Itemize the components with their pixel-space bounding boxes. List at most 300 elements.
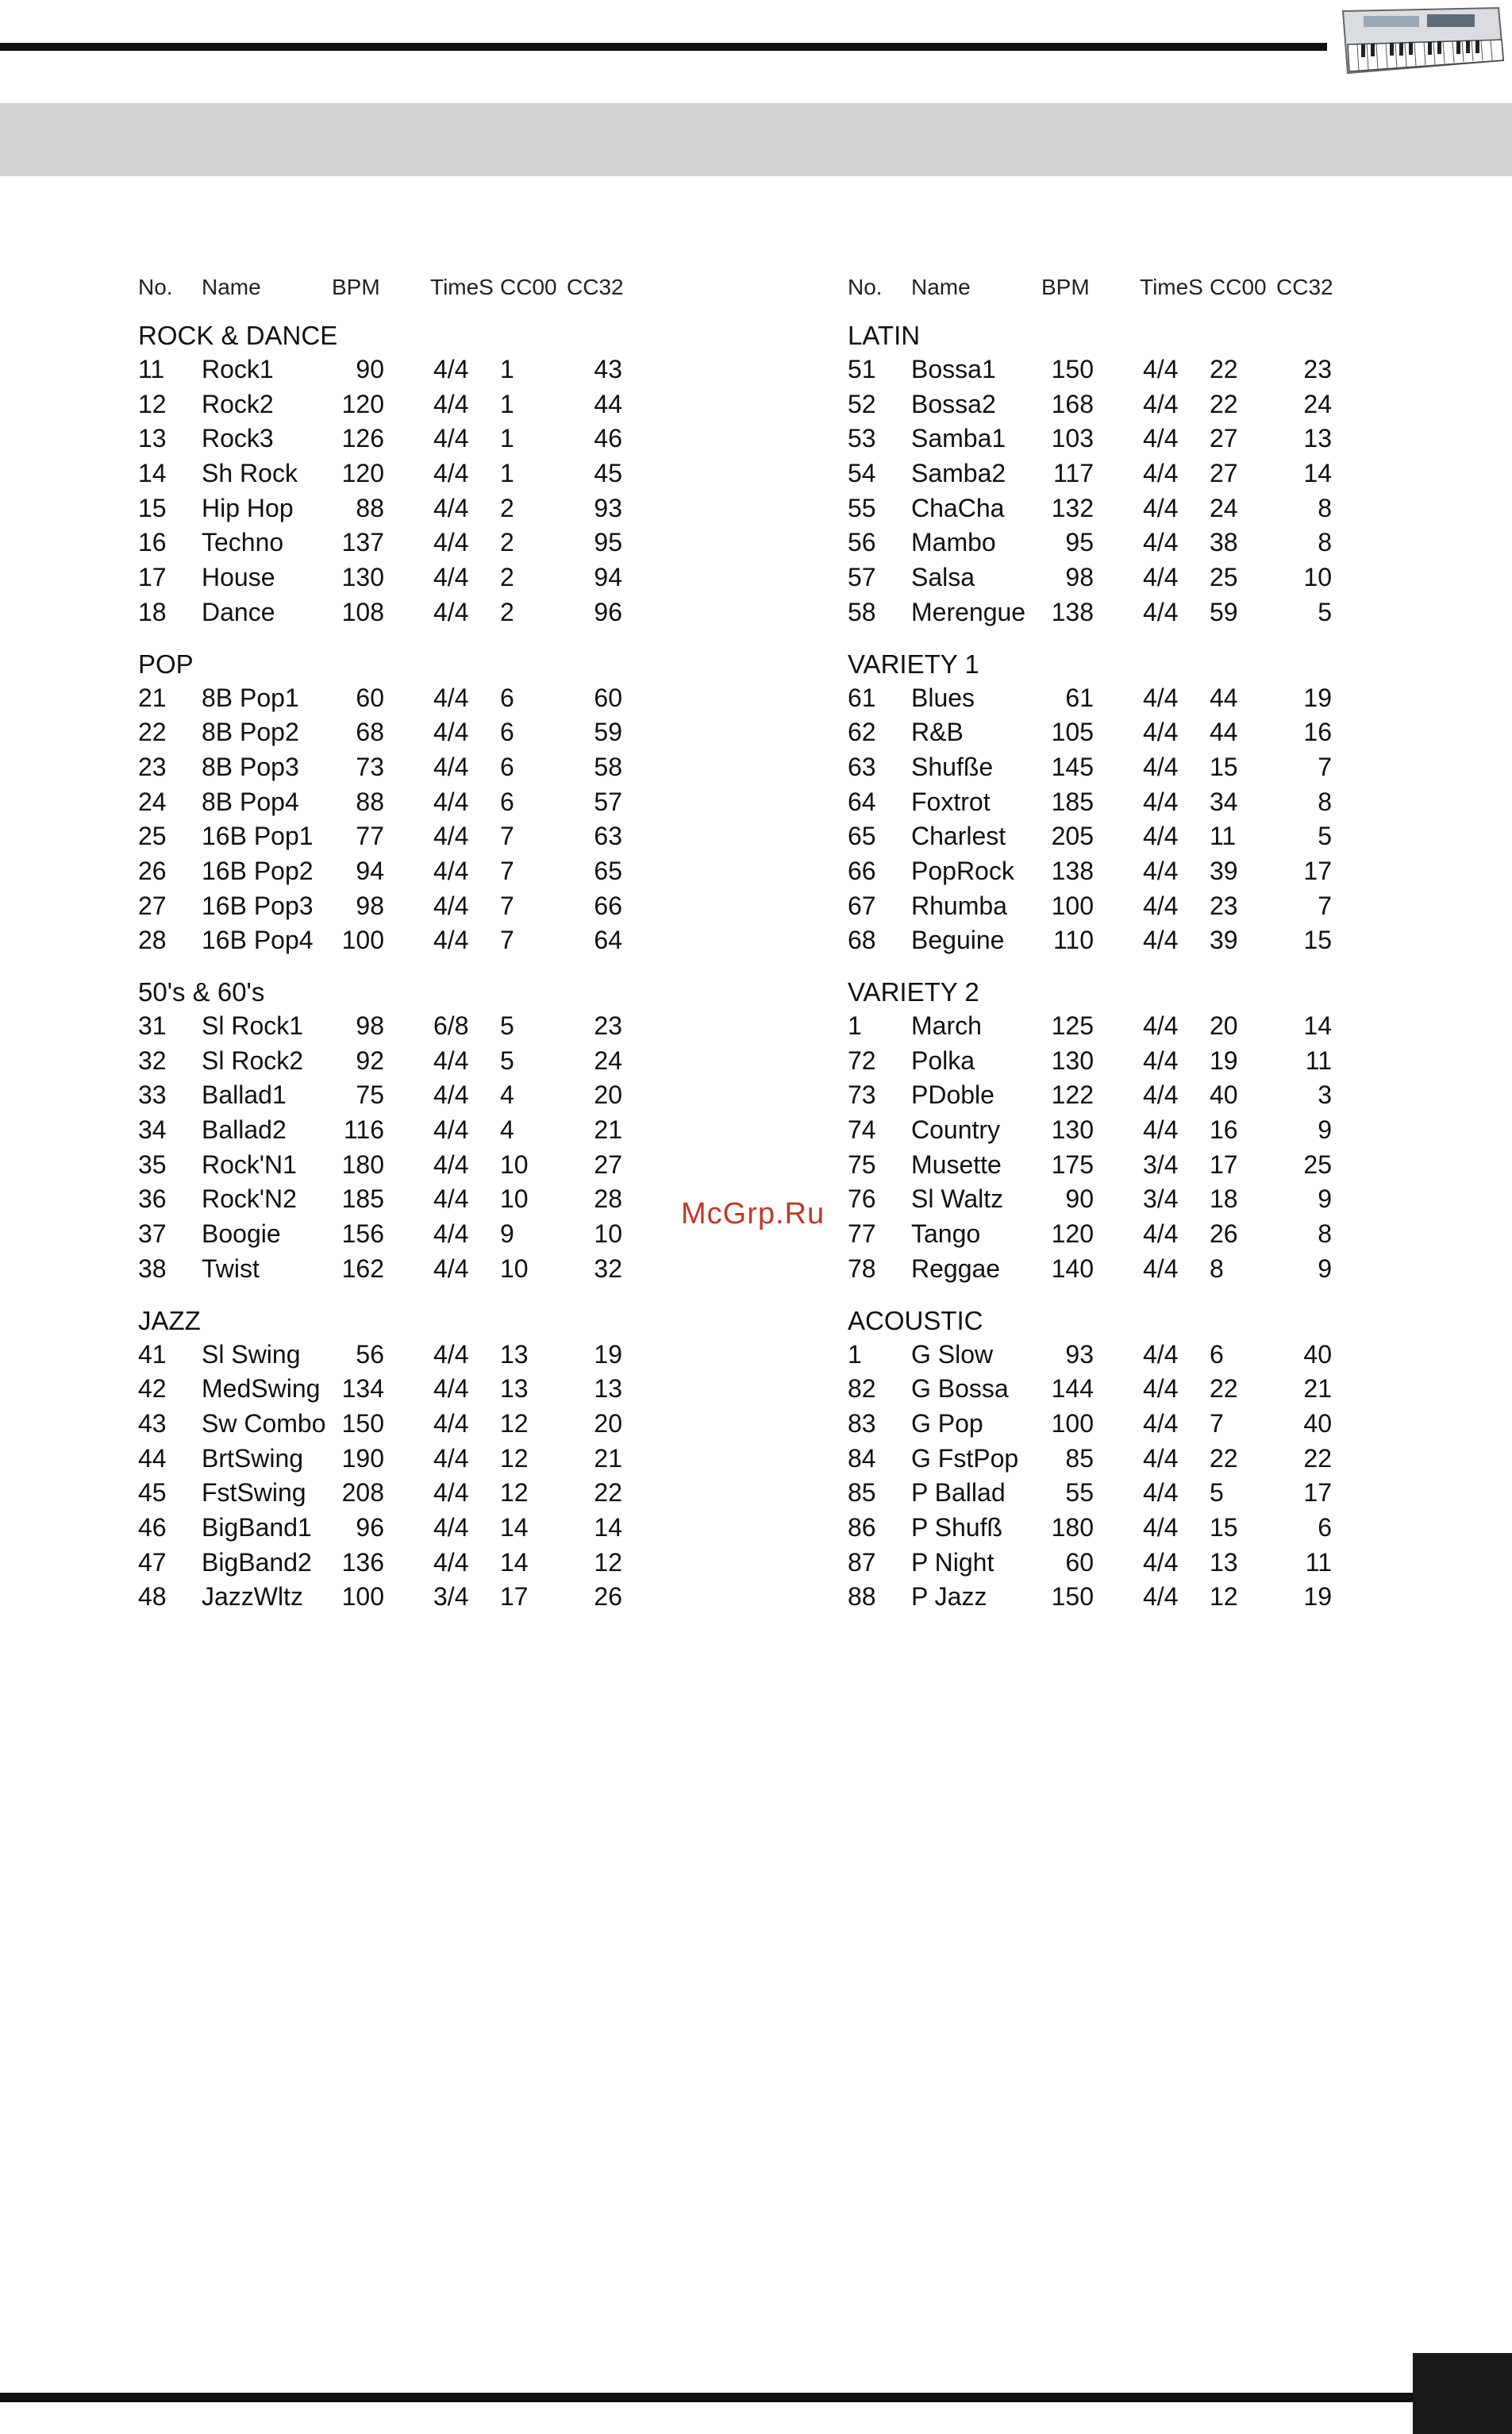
style-name: Salsa [911,563,975,592]
table-row [138,1113,694,1148]
style-bpm: 73 [356,752,384,781]
style-name: BigBand1 [202,1512,312,1542]
style-cc32: 28 [594,1184,622,1214]
header-cc00: CC00 [500,275,557,299]
style-cc32: 9 [1318,1115,1332,1145]
style-bpm: 138 [1051,597,1094,626]
style-name: ChaCha [911,493,1005,522]
style-number: 14 [138,459,167,488]
style-time-signature: 4/4 [1143,1582,1179,1612]
style-bpm: 88 [356,493,384,522]
style-name: P Shufß [911,1512,1003,1542]
style-cc32: 7 [1318,752,1332,781]
style-time-signature: 4/4 [433,1339,469,1369]
style-cc32: 14 [1303,1011,1332,1040]
style-bpm: 103 [1051,424,1094,453]
style-number: 54 [848,459,876,488]
style-bpm: 168 [1051,389,1094,418]
table-row [138,352,694,387]
style-name: FstSwing [202,1478,306,1508]
style-cc32: 23 [1303,355,1332,383]
style-cc32: 22 [1303,1443,1332,1473]
style-cc32: 11 [1305,1547,1332,1577]
style-bpm: 93 [1065,1339,1094,1369]
style-cc00: 12 [500,1443,529,1473]
style-number: 78 [848,1254,876,1283]
style-name: Country [911,1115,1001,1145]
style-cc00: 1 [500,459,514,488]
style-name: Sl Rock2 [202,1046,304,1075]
style-cc00: 8 [1210,1254,1224,1283]
style-time-signature: 4/4 [1143,389,1179,418]
style-time-signature: 4/4 [433,459,469,488]
style-number: 58 [848,597,876,626]
style-name: Sh Rock [202,459,298,488]
section-title: ACOUSTIC [848,1305,983,1335]
style-cc00: 9 [500,1219,514,1249]
style-bpm: 122 [1051,1080,1094,1110]
style-cc32: 32 [594,1254,622,1283]
style-time-signature: 4/4 [1143,1011,1179,1040]
style-cc00: 11 [1210,822,1237,851]
style-bpm: 105 [1051,718,1094,747]
style-number: 31 [138,1011,167,1040]
style-name: Sw Combo [202,1408,326,1438]
style-time-signature: 4/4 [433,1184,469,1214]
style-bpm: 120 [1051,1219,1094,1249]
style-cc00: 27 [1210,459,1238,488]
style-time-signature: 4/4 [1143,493,1179,522]
style-name: Tango [911,1219,981,1249]
header-times: TimeS [1140,275,1203,299]
header-no: No. [138,275,173,299]
style-cc32: 10 [1303,563,1332,592]
style-name: House [202,563,275,592]
style-name: Rock1 [202,355,274,383]
style-bpm: 156 [341,1219,384,1249]
style-bpm: 117 [1052,459,1094,488]
table-row [138,560,694,595]
style-cc00: 14 [500,1547,529,1577]
style-number: 52 [848,389,876,418]
section-title: JAZZ [138,1305,201,1335]
table-row [138,491,694,526]
style-bpm: 92 [356,1046,384,1075]
style-number: 37 [138,1219,167,1249]
table-row [138,681,694,716]
style-name: Charlest [911,822,1006,851]
style-cc32: 10 [594,1219,622,1249]
table-row [138,1217,694,1252]
style-time-signature: 4/4 [433,1547,469,1577]
table-row [138,1009,694,1044]
style-bpm: 208 [341,1478,384,1508]
style-time-signature: 3/4 [1143,1150,1179,1179]
style-number: 84 [848,1443,876,1473]
style-time-signature: 4/4 [433,1150,469,1179]
style-name: Rock'N1 [202,1150,297,1179]
style-number: 15 [138,493,167,522]
style-number: 57 [848,563,876,592]
style-number: 23 [138,752,167,781]
style-time-signature: 4/4 [433,926,469,955]
table-row [138,750,694,785]
style-number: 51 [848,355,876,383]
style-time-signature: 4/4 [433,752,469,781]
style-name: Ballad1 [202,1080,287,1110]
style-cc32: 9 [1318,1254,1332,1283]
style-number: 72 [848,1046,876,1075]
table-row [138,387,694,422]
style-cc32: 8 [1318,493,1332,522]
header-bpm: BPM [1041,275,1090,299]
style-bpm: 90 [356,355,384,383]
header-name: Name [911,275,971,299]
table-row [138,526,694,560]
style-cc32: 19 [1303,1582,1332,1612]
style-time-signature: 4/4 [433,856,469,885]
style-number: 34 [138,1115,167,1145]
table-row [138,854,694,889]
style-number: 46 [138,1512,167,1542]
style-name: Ballad2 [202,1115,287,1145]
style-cc00: 6 [500,752,514,781]
style-bpm: 60 [1065,1547,1094,1577]
style-cc32: 58 [594,752,622,781]
style-time-signature: 4/4 [1143,1443,1179,1473]
style-cc00: 13 [500,1339,529,1369]
style-cc32: 11 [1305,1046,1332,1075]
style-cc00: 16 [1210,1115,1238,1145]
table-row [848,785,1403,820]
style-name: Shufße [911,752,994,781]
style-cc00: 6 [500,683,514,712]
style-number: 88 [848,1582,876,1612]
style-number: 83 [848,1408,876,1438]
style-cc32: 6 [1318,1512,1332,1542]
style-cc00: 12 [500,1478,529,1508]
style-time-signature: 4/4 [433,563,469,592]
style-number: 76 [848,1184,876,1214]
table-row [138,1546,694,1581]
style-cc00: 10 [500,1254,529,1283]
style-cc32: 19 [1303,683,1332,712]
style-name: Blues [911,683,975,712]
style-cc00: 18 [1210,1184,1238,1214]
style-time-signature: 4/4 [1143,683,1179,712]
style-cc00: 7 [1210,1408,1224,1438]
style-number: 53 [848,424,876,453]
style-cc00: 34 [1210,787,1238,816]
style-name: G Pop [911,1408,983,1438]
style-cc00: 39 [1210,856,1238,885]
style-name: Sl Rock1 [202,1011,304,1040]
style-number: 64 [848,787,876,816]
style-number: 22 [138,718,167,747]
table-row [848,1546,1403,1581]
style-cc00: 2 [500,563,514,592]
style-name: P Ballad [911,1478,1006,1508]
style-cc00: 13 [500,1374,529,1404]
style-name: Rock3 [202,424,274,453]
style-number: 42 [138,1374,167,1404]
section-title: 50's & 60's [138,977,265,1007]
style-cc32: 19 [594,1339,622,1369]
style-name: Rock'N2 [202,1184,297,1214]
style-cc00: 22 [1210,389,1238,418]
style-bpm: 190 [341,1443,384,1473]
table-row [138,923,694,958]
style-bpm: 132 [1051,493,1094,522]
table-row [138,1407,694,1442]
style-bpm: 150 [1051,1582,1094,1612]
table-row [848,819,1403,854]
style-number: 18 [138,597,167,626]
table-row [138,1511,694,1546]
style-time-signature: 4/4 [1143,528,1179,557]
table-row [138,1148,694,1183]
style-cc00: 27 [1210,424,1238,453]
style-time-signature: 4/4 [433,1254,469,1283]
style-time-signature: 4/4 [433,1046,469,1075]
style-cc32: 14 [594,1512,622,1542]
style-number: 1 [848,1011,862,1040]
style-number: 12 [138,389,167,418]
style-number: 48 [138,1582,167,1612]
header-cc00: CC00 [1210,275,1267,299]
style-cc32: 17 [1303,1478,1332,1508]
style-time-signature: 4/4 [1143,355,1179,383]
style-bpm: 137 [341,528,384,557]
style-bpm: 100 [341,1582,384,1612]
style-cc32: 24 [594,1046,622,1075]
style-bpm: 98 [356,891,384,920]
table-row [138,1372,694,1407]
style-cc32: 5 [1318,597,1332,626]
style-bpm: 108 [341,597,384,626]
style-name: 16B Pop2 [202,856,314,885]
style-bpm: 88 [356,787,384,816]
style-cc00: 2 [500,493,514,522]
style-bpm: 130 [1051,1046,1094,1075]
style-cc00: 38 [1210,528,1238,557]
header-bpm: BPM [332,275,380,299]
style-cc00: 4 [500,1115,514,1145]
style-cc00: 26 [1210,1219,1238,1249]
style-time-signature: 4/4 [1143,1512,1179,1542]
style-name: P Jazz [911,1582,987,1612]
style-name: R&B [911,718,964,747]
style-cc00: 44 [1210,718,1238,747]
section-title: LATIN [848,321,921,350]
style-number: 41 [138,1339,167,1369]
style-cc00: 13 [1210,1547,1238,1577]
table-row [848,526,1403,560]
style-cc32: 16 [1303,718,1332,747]
style-cc32: 20 [594,1408,622,1438]
table-row [848,1407,1403,1442]
table-row [848,1511,1403,1546]
style-number: 38 [138,1254,167,1283]
table-row [848,1252,1403,1287]
style-bpm: 120 [341,389,384,418]
style-cc32: 8 [1318,1219,1332,1249]
style-cc00: 44 [1210,683,1238,712]
style-time-signature: 4/4 [433,1374,469,1404]
style-time-signature: 4/4 [433,1512,469,1542]
style-time-signature: 3/4 [433,1582,469,1612]
table-row [138,1044,694,1079]
style-cc00: 40 [1210,1080,1238,1110]
style-number: 47 [138,1547,167,1577]
style-bpm: 180 [1051,1512,1094,1542]
style-name: Rock2 [202,389,274,418]
style-number: 62 [848,718,876,747]
style-bpm: 116 [343,1115,384,1145]
style-cc00: 1 [500,389,514,418]
header-times: TimeS [430,275,494,299]
style-number: 56 [848,528,876,557]
style-cc00: 6 [1210,1339,1224,1369]
style-number: 24 [138,787,167,816]
table-row [848,681,1403,716]
style-time-signature: 4/4 [1143,891,1179,920]
style-bpm: 175 [1051,1150,1094,1179]
style-cc32: 3 [1318,1080,1332,1110]
style-number: 13 [138,424,167,453]
style-time-signature: 4/4 [1143,597,1179,626]
style-bpm: 98 [356,1011,384,1040]
table-row [138,1580,694,1615]
style-number: 75 [848,1150,876,1179]
style-name: 8B Pop4 [202,787,299,816]
style-name: JazzWltz [202,1582,303,1612]
table-row [138,1442,694,1477]
style-cc00: 59 [1210,597,1238,626]
style-bpm: 68 [356,718,384,747]
style-bpm: 96 [356,1512,384,1542]
style-time-signature: 4/4 [1143,1219,1179,1249]
header-no: No. [848,275,883,299]
style-cc32: 15 [1303,926,1332,955]
style-cc32: 27 [594,1150,622,1179]
style-time-signature: 4/4 [1143,752,1179,781]
style-number: 27 [138,891,167,920]
style-bpm: 56 [356,1339,384,1369]
style-cc00: 19 [1210,1046,1238,1075]
style-time-signature: 4/4 [433,1408,469,1438]
style-number: 86 [848,1512,876,1542]
style-time-signature: 4/4 [1143,563,1179,592]
keyboard-icon [1340,5,1506,78]
table-row [138,456,694,491]
style-cc32: 5 [1318,822,1332,851]
style-time-signature: 4/4 [1143,459,1179,488]
style-bpm: 61 [1065,683,1094,712]
style-name: Hip Hop [202,493,294,522]
style-cc00: 14 [500,1512,529,1542]
table-row [138,1078,694,1113]
style-time-signature: 4/4 [1143,1478,1179,1508]
style-cc00: 5 [1210,1478,1224,1508]
table-row [848,1113,1403,1148]
table-row [138,819,694,854]
table-row [848,750,1403,785]
style-name: March [911,1011,982,1040]
style-bpm: 150 [1051,355,1094,383]
table-row [138,785,694,820]
style-number: 16 [138,528,167,557]
style-bpm: 140 [1051,1254,1094,1283]
style-cc32: 93 [594,493,622,522]
style-name: Sl Waltz [911,1184,1004,1214]
style-cc32: 21 [1303,1374,1332,1404]
table-row [848,422,1403,456]
style-cc00: 22 [1210,355,1238,383]
style-bpm: 144 [1051,1374,1094,1404]
table-row [848,854,1403,889]
style-cc32: 25 [1303,1150,1332,1179]
style-cc32: 20 [594,1080,622,1110]
style-cc00: 7 [500,822,514,851]
style-number: 33 [138,1080,167,1110]
style-name: Bossa2 [911,389,996,418]
style-name: Twist [202,1254,260,1283]
style-cc32: 21 [594,1443,622,1473]
style-number: 43 [138,1408,167,1438]
style-name: Samba2 [911,459,1006,488]
table-row [848,923,1403,958]
style-time-signature: 4/4 [1143,718,1179,747]
style-cc00: 23 [1210,891,1238,920]
style-cc32: 17 [1303,856,1332,885]
section-title: VARIETY 2 [848,977,979,1007]
style-time-signature: 4/4 [433,597,469,626]
style-cc32: 96 [594,597,622,626]
style-cc00: 6 [500,718,514,747]
style-time-signature: 4/4 [1143,1046,1179,1075]
style-cc32: 14 [1303,459,1332,488]
table-row [138,595,694,630]
style-time-signature: 4/4 [1143,926,1179,955]
style-name: Dance [202,597,275,626]
table-row [138,1252,694,1287]
watermark: McGrp.Ru [681,1197,825,1230]
style-cc00: 39 [1210,926,1238,955]
table-row [848,352,1403,387]
style-cc00: 1 [500,424,514,453]
style-time-signature: 4/4 [1143,822,1179,851]
style-number: 11 [138,355,165,383]
style-cc00: 10 [500,1184,529,1214]
style-list-left [138,262,694,1615]
style-cc00: 17 [500,1582,529,1612]
style-bpm: 60 [356,683,384,712]
style-name: Merengue [911,597,1026,626]
style-number: 26 [138,856,167,885]
style-bpm: 126 [341,424,384,453]
style-cc32: 60 [594,683,622,712]
column-headers [848,262,1403,300]
style-name: Techno [202,528,284,557]
title-band [0,103,1512,176]
style-cc00: 7 [500,926,514,955]
style-number: 65 [848,822,876,851]
style-bpm: 185 [1051,787,1094,816]
style-cc00: 6 [500,787,514,816]
style-time-signature: 4/4 [433,1478,469,1508]
style-name: Reggae [911,1254,1001,1283]
